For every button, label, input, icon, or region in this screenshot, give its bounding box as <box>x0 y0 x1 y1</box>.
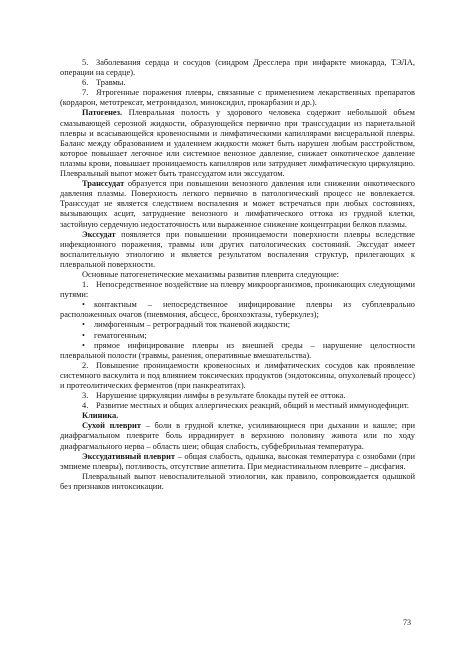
paragraph <box>60 472 415 492</box>
numbered-item <box>60 401 415 411</box>
paragraph <box>60 421 415 451</box>
paragraph <box>60 108 415 179</box>
paragraph-text: Основные патогенетические механизмы развития плеврита следующие: <box>82 269 339 279</box>
numbered-item <box>60 280 415 300</box>
numbered-item <box>60 58 415 78</box>
numbered-item <box>60 88 415 108</box>
paragraph <box>60 411 415 421</box>
bullet-icon: • <box>82 330 85 340</box>
bullet-item <box>60 300 415 320</box>
paragraph-text: – боли в грудной клетке, усиливающиеся при дыхании и кашле; при диафрагмальном плеврите боль иррадиирует в верхнюю половину живота или по ходу диафрагмального нерва – область шеи; общая слабость, субфебрильная температура. <box>60 421 415 451</box>
item-marker: 3. <box>82 391 89 401</box>
item-text: гематогенным; <box>94 330 147 340</box>
bullet-item <box>60 320 415 330</box>
item-marker: 1. <box>82 280 89 290</box>
item-marker: 5. <box>82 58 89 67</box>
bullet-item <box>60 341 415 361</box>
paragraph-text: появляется при повышении проницаемости поверхности плевры вследствие инфекционного поражения, травмы или других патологических состояний. Экссудат имеет воспалительную этиологию и является результатом воспаления структур, прилегающих к плевральной поверхности. <box>60 229 415 269</box>
item-text: Нарушение циркуляции лимфы в результате блокады путей ее оттока. <box>96 391 346 401</box>
paragraph-label: Экссудативный плеврит <box>82 451 176 461</box>
paragraph <box>60 270 415 280</box>
item-text: Ятрогенные поражения плевры, связанные с применением лекарственных препаратов (кордарон, метотрексат, метронидазол, миноксидил, прокарбазин и др.). <box>60 88 415 108</box>
item-text: Непосредственное воздействие на плевру микроорганизмов, проникающих следующими путями: <box>60 280 415 300</box>
paragraph-label: Сухой плеврит <box>82 421 141 431</box>
item-text: Заболевания сердца и сосудов (синдром Дресслера при инфаркте миокарда, ТЭЛА, операции на сердце). <box>60 58 415 78</box>
numbered-item <box>60 361 415 391</box>
text-body <box>60 58 415 492</box>
paragraph <box>60 230 415 270</box>
item-text: прямое инфицирование плевры из внешней среды – нарушение целостности плевральной полости (травмы, ранения, оперативные вмешательства). <box>60 340 415 360</box>
paragraph <box>60 452 415 472</box>
item-marker: 4. <box>82 401 89 411</box>
page-number: 73 <box>403 618 411 627</box>
bullet-icon: • <box>82 340 85 350</box>
paragraph-label: Экссудат <box>82 229 116 239</box>
paragraph-text: – общая слабость, одышка, высокая температура с ознобами (при эмпиеме плевры), потливость, отсутствие аппетита. При медиастинальном плеврите – дисфагия. <box>60 451 415 471</box>
paragraph-label: Клиника. <box>82 411 119 421</box>
item-text: контактным – непосредственное инфицирование плевры из субплеврально расположенных очагов (пневмония, абсцесс, бронхоэктазы, туберкулез); <box>60 300 415 320</box>
item-text: Травмы. <box>96 78 126 88</box>
numbered-item <box>60 78 415 88</box>
item-marker: 7. <box>82 88 89 98</box>
bullet-icon: • <box>82 320 85 330</box>
numbered-item <box>60 391 415 401</box>
bullet-icon: • <box>82 300 85 310</box>
item-text: Повышение проницаемости кровеносных и лимфатических сосудов как проявление системного васкулита и под влиянием токсических продуктов (эндотоксины, опухолевый процесс) и протеолитических ферментов (при панкреатитах). <box>60 360 415 390</box>
item-marker: 6. <box>82 78 89 88</box>
paragraph-label: Патогенез. <box>82 108 123 118</box>
item-text: Развитие местных и общих аллергических реакций, общий и местный иммунодефицит. <box>96 401 409 411</box>
paragraph <box>60 179 415 229</box>
paragraph-text: Плевральный выпот невоспалительной этиологии, как правило, сопровождается одышкой без признаков интоксикации. <box>60 471 415 491</box>
item-marker: 2. <box>82 360 89 370</box>
item-text: лимфогенным – ретроградный ток тканевой жидкости; <box>94 320 291 330</box>
paragraph-label: Транссудат <box>82 179 125 189</box>
bullet-item <box>60 331 415 341</box>
paragraph-text: Плевральная полость у здорового человека содержит небольшой объем смазывающей серозной жидкости, образующейся первично при транссудации из париетальной плевры и всасывающейся кровеносными и лимфатическими капиллярами висцеральной плевры. Баланс между образованием и удалением жидкости может быть нарушен любым расстройством, которое повышает легочное или системное венозное давление, снижает онкотическое давление плазмы крови, повышает проницаемость капилляров или затрудняет лимфатическую циркуляцию. Плевральный выпот может быть транссудатом или экссудатом. <box>60 108 415 179</box>
paragraph-text: образуется при повышении венозного давления или снижении онкотического давления плазмы. Поверхность легкого первично в патологический процесс не вовлекается. Транссудат не является следствием воспаления и может встречаться при любых состояниях, вызывающих асцит, затруднение венозного и лимфатического оттока из грудной клетки, застойную сердечную недостаточность или выраженное снижение концентрации белков плазмы. <box>60 179 415 229</box>
